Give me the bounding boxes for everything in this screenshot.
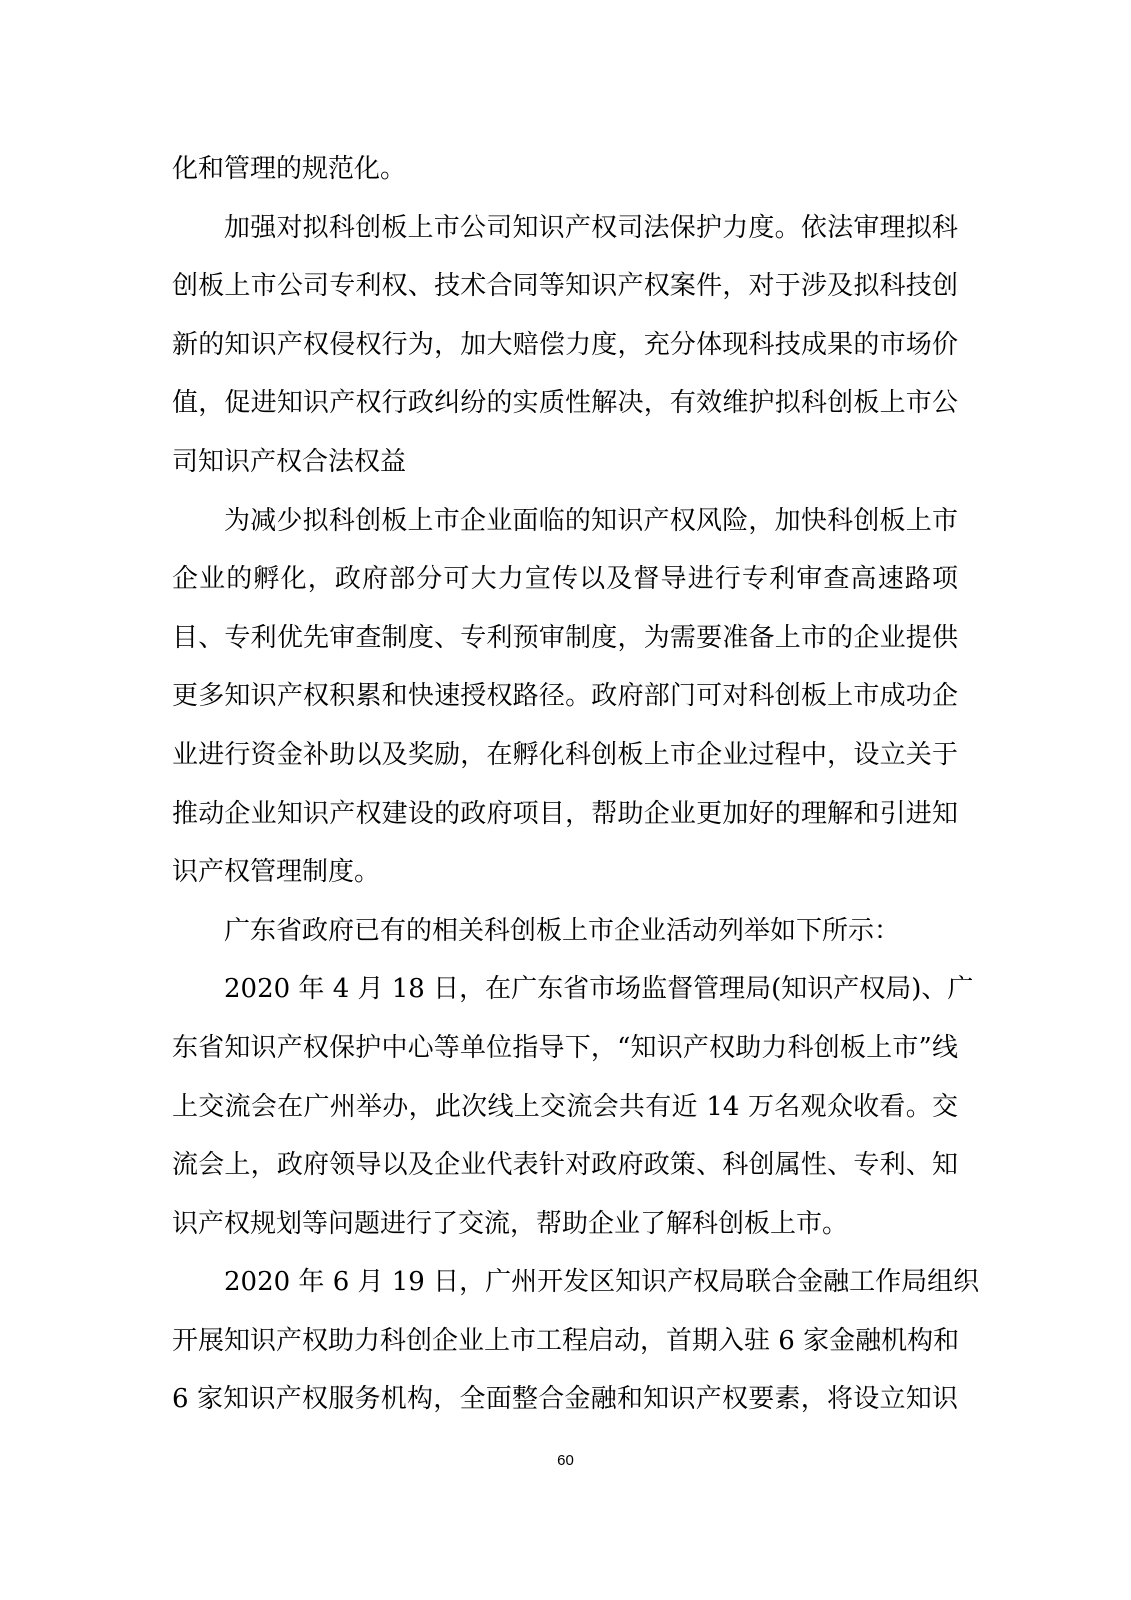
text-line: 2020 年 4 月 18 日，在广东省市场监督管理局(知识产权局)、广 xyxy=(224,974,974,1005)
text-line: 为减少拟科创板上市企业面临的知识产权风险，加快科创板上市 xyxy=(224,505,958,536)
text-line: 6 家知识产权服务机构，全面整合金融和知识产权要素，将设立知识 xyxy=(172,1384,958,1415)
text-line: 企业的孵化，政府部分可大力宣传以及督导进行专利审查高速路项 xyxy=(172,564,958,595)
text-line: 推动企业知识产权建设的政府项目，帮助企业更加好的理解和引进知 xyxy=(172,798,958,829)
text-line: 2020 年 6 月 19 日，广州开发区知识产权局联合金融工作局组织 xyxy=(224,1267,980,1298)
text-line: 识产权管理制度。 xyxy=(172,857,381,888)
text-line: 新的知识产权侵权行为，加大赔偿力度，充分体现科技成果的市场价 xyxy=(172,329,958,360)
text-line: 更多知识产权积累和快速授权路径。政府部门可对科创板上市成功企 xyxy=(172,681,958,712)
document-body xyxy=(172,140,980,1429)
text-line: 值，促进知识产权行政纠纷的实质性解决，有效维护拟科创板上市公 xyxy=(172,388,958,419)
text-line: 识产权规划等问题进行了交流，帮助企业了解科创板上市。 xyxy=(172,1208,849,1239)
text-line: 化和管理的规范化。 xyxy=(172,154,407,184)
text-line: 广东省政府已有的相关科创板上市企业活动列举如下所示： xyxy=(224,915,901,946)
text-line: 业进行资金补助以及奖励，在孵化科创板上市企业过程中，设立关于 xyxy=(172,739,958,770)
text-line: 目、专利优先审查制度、专利预审制度，为需要准备上市的企业提供 xyxy=(172,622,958,653)
text-line: 东省知识产权保护中心等单位指导下，“知识产权助力科创板上市”线 xyxy=(172,1032,958,1063)
text-line: 加强对拟科创板上市公司知识产权司法保护力度。依法审理拟科 xyxy=(224,212,958,243)
text-line: 流会上，政府领导以及企业代表针对政府政策、科创属性、专利、知 xyxy=(172,1150,958,1181)
text-line: 创板上市公司专利权、技术合同等知识产权案件，对于涉及拟科技创 xyxy=(172,271,958,302)
page-number: 60 xyxy=(557,1452,574,1469)
text-line: 开展知识产权助力科创企业上市工程启动，首期入驻 6 家金融机构和 xyxy=(172,1325,960,1356)
text-line: 上交流会在广州举办，此次线上交流会共有近 14 万名观众收看。交 xyxy=(172,1091,958,1122)
text-line: 司知识产权合法权益 xyxy=(172,446,407,477)
